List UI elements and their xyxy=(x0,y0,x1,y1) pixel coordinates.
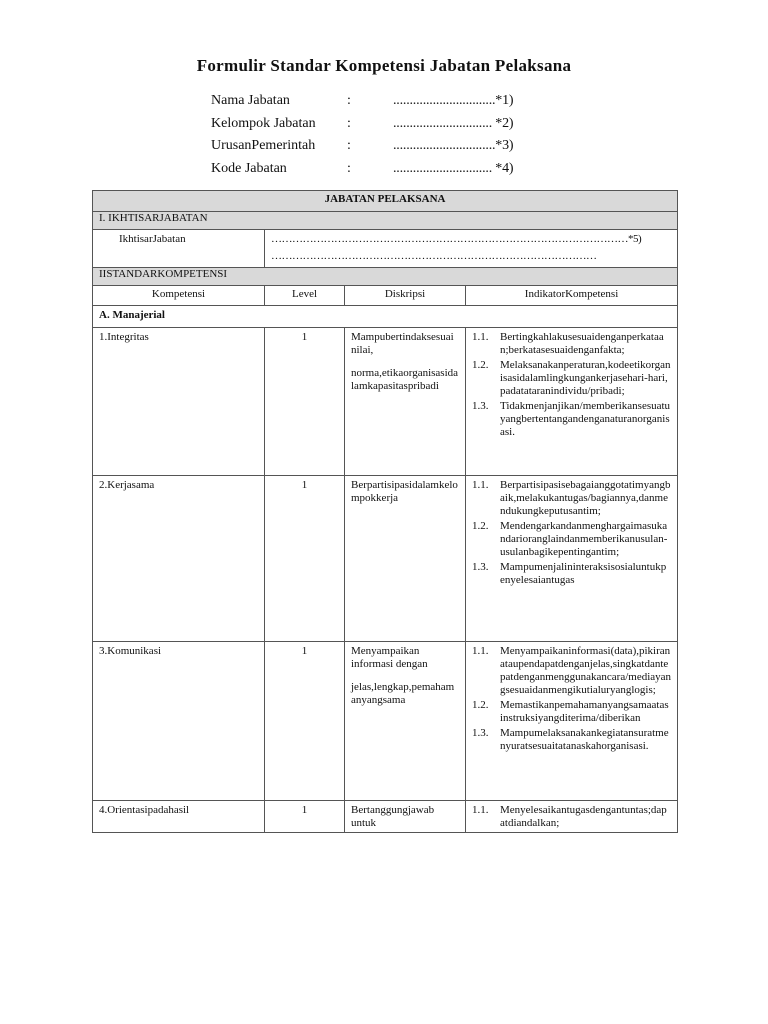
indikator-text: Menyelesaikantugasdengantuntas;dapatdiandalkan; xyxy=(500,804,667,829)
level-cell: 1 xyxy=(265,801,345,833)
section2-row xyxy=(93,268,678,286)
col-header-kompetensi: Kompetensi xyxy=(93,286,265,306)
kompetensi-cell: 2.Kerjasama xyxy=(93,476,265,642)
ikhtisar-row xyxy=(93,230,678,268)
table-row xyxy=(93,642,678,801)
level-cell: 1 xyxy=(265,328,345,476)
header-field-urusan-pemerintah xyxy=(211,138,571,161)
section2-title: IISTANDARKOMPETENSI xyxy=(93,268,678,286)
field-label: UrusanPemerintah xyxy=(211,138,316,153)
level-cell: 1 xyxy=(265,476,345,642)
indikator-text: Berpartisipasisebagaianggotatimyangbaik,melakukantugas/bagiannya,danmendukungkeputusantim; xyxy=(500,479,671,517)
indikator-num: 1.1. xyxy=(472,331,489,343)
indikator-item xyxy=(472,699,671,725)
indikator-cell xyxy=(466,476,678,642)
indikator-num: 1.1. xyxy=(472,645,489,657)
indikator-text: Bertingkahlakusesuaidenganperkataan;berkatasesuaidenganfakta; xyxy=(500,331,664,356)
header-field-kelompok-jabatan xyxy=(211,116,571,139)
header-field-kode-jabatan xyxy=(211,161,571,184)
indikator-num: 1.3. xyxy=(472,727,489,739)
indikator-item xyxy=(472,727,671,753)
indikator-item xyxy=(472,479,671,518)
header-field-nama-jabatan xyxy=(211,93,571,116)
indikator-text: Mampumelaksanakankegiatansuratmenyuratsesuaitatanaskahorganisasi. xyxy=(500,727,669,752)
indikator-item xyxy=(472,331,671,357)
header-fields xyxy=(211,93,571,183)
indikator-item xyxy=(472,804,671,830)
indikator-num: 1.1. xyxy=(472,479,489,491)
indikator-num: 1.1. xyxy=(472,804,489,816)
section1-row xyxy=(93,212,678,230)
indikator-cell xyxy=(466,801,678,833)
indikator-text: Menyampaikaninformasi(data),pikiranataupendapatdenganjelas,singkatdantepatdenganmenggunakancara/mediayangsesuaidanmengikutialuryanglogis; xyxy=(500,645,672,696)
indikator-item xyxy=(472,520,671,559)
form-title: Formulir Standar Kompetensi Jabatan Pelaksana xyxy=(196,56,572,75)
kompetensi-cell: 3.Komunikasi xyxy=(93,642,265,801)
ikhtisar-line-2: ………………………………………………………………………………… xyxy=(271,250,597,262)
indikator-item xyxy=(472,561,671,587)
kompetensi-cell: 1.Integritas xyxy=(93,328,265,476)
indikator-num: 1.3. xyxy=(472,561,489,573)
main-header: JABATAN PELAKSANA xyxy=(93,191,678,212)
column-header-row xyxy=(93,286,678,306)
main-header-row xyxy=(93,191,678,212)
indikator-item xyxy=(472,359,671,398)
field-value: .............................. *2) xyxy=(393,115,514,131)
field-colon: : xyxy=(347,115,351,131)
diskripsi-text: norma,etikaorganisasidalamkapasitaspribadi xyxy=(351,367,459,392)
indikator-num: 1.2. xyxy=(472,520,489,532)
diskripsi-cell xyxy=(345,476,466,642)
diskripsi-text: Bertanggungjawab untuk xyxy=(351,804,435,829)
indikator-item xyxy=(472,400,671,439)
competency-table xyxy=(92,190,678,833)
indikator-text: Melaksanakanperaturan,kodeetikorganisasidalamlingkungankerjasehari-hari,padatataranindividu/pribadi; xyxy=(500,359,671,397)
indikator-text: Mampumenjalininteraksisosialuntukpenyelesaiantugas xyxy=(500,561,667,586)
indikator-cell xyxy=(466,328,678,476)
ikhtisar-label: IkhtisarJabatan xyxy=(93,230,265,268)
diskripsi-cell xyxy=(345,642,466,801)
field-label: Kelompok Jabatan xyxy=(211,115,316,131)
ikhtisar-line-1: …………………………………………………………………………………………*5) xyxy=(271,233,642,245)
col-header-diskripsi: Diskripsi xyxy=(345,286,466,306)
col-header-level: Level xyxy=(265,286,345,306)
diskripsi-cell xyxy=(345,801,466,833)
field-colon: : xyxy=(347,93,351,108)
indikator-num: 1.3. xyxy=(472,400,489,412)
section1-title: I. IKHTISARJABATAN xyxy=(93,212,678,230)
group-row xyxy=(93,306,678,328)
field-colon: : xyxy=(347,138,351,153)
table-row xyxy=(93,328,678,476)
table-row xyxy=(93,801,678,833)
field-value: .............................. *4) xyxy=(393,160,514,176)
indikator-cell xyxy=(466,642,678,801)
indikator-num: 1.2. xyxy=(472,699,489,711)
field-value: ...............................*3) xyxy=(393,138,514,153)
field-label: Nama Jabatan xyxy=(211,93,290,108)
level-cell: 1 xyxy=(265,642,345,801)
diskripsi-text: Berpartisipasidalamkelompokkerja xyxy=(351,479,458,504)
indikator-text: Mendengarkandanmenghargaimasukandarioranglaindanmemberikanusulan-usulanbagikepentingantim; xyxy=(500,520,668,558)
diskripsi-text: Menyampaikan informasi dengan xyxy=(351,645,428,670)
indikator-text: Memastikanpemahamanyangsamaatasinstruksiyangditerima/diberikan xyxy=(500,699,669,724)
table-row xyxy=(93,476,678,642)
kompetensi-cell: 4.Orientasipadahasil xyxy=(93,801,265,833)
indikator-text: Tidakmenjanjikan/memberikansesuatuyangbertentangandenganaturanorganisasi. xyxy=(500,400,671,438)
ikhtisar-value xyxy=(265,230,678,268)
diskripsi-text: jelas,lengkap,pemahamanyangsama xyxy=(351,681,455,706)
indikator-item xyxy=(472,645,671,697)
diskripsi-text: Mampubertindaksesuainilai, xyxy=(351,331,454,356)
field-value: ...............................*1) xyxy=(393,93,514,108)
diskripsi-cell xyxy=(345,328,466,476)
group-label: A. Manajerial xyxy=(93,306,678,328)
indikator-num: 1.2. xyxy=(472,359,489,371)
col-header-indikator: IndikatorKompetensi xyxy=(466,286,678,306)
field-label: Kode Jabatan xyxy=(211,160,287,176)
field-colon: : xyxy=(347,160,351,176)
